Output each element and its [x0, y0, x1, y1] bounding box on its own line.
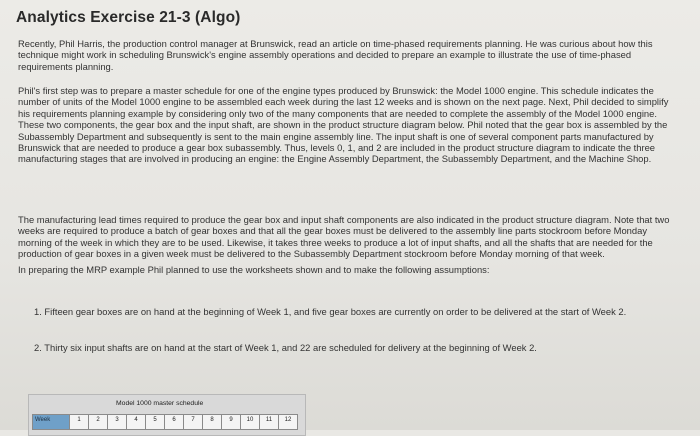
week-number-cell: 10 [240, 414, 260, 430]
week-number-cell: 6 [164, 414, 184, 430]
week-number-cell: 2 [88, 414, 108, 430]
paragraph-intro: Recently, Phil Harris, the production control manager at Brunswick, read an article on time-phased requirements planning. He was curious about how this technique might work in scheduling Brunswick's engine assembly operations and decided to prepare an example to illustrate the use of time-phased requirements planning. [18, 38, 653, 72]
week-number-cell: 9 [221, 414, 241, 430]
paragraph-master-schedule: Phil's first step was to prepare a master schedule for one of the engine types produced by Brunswick: the Model 1000 engine. This schedule indicates the number of units of the Model 1000 engine to be assembled each week during the last 12 weeks and is shown on the next page. Next, Phil decided to simplify his requirements planning example by considering only two of the many components that are needed to complete the assembly of the Model 1000 engine. These two components, the gear box and the input shaft, are shown in the product structure diagram below. Phil noted that the gear box is assembled by the Subassembly Department and subsequently is sent to the main engine assembly line. The input shaft is one of several component parts manufactured by Brunswick that are needed to produce a gear box subassembly. Thus, levels 0, 1, and 2 are included in the product structure diagram to indicate the three manufacturing stages that are involved in producing an engine: the Engine Assembly Department, the Subassembly Department, and the Machine Shop. [18, 85, 669, 165]
master-schedule-week-row [32, 414, 297, 430]
paragraph-lead-times: The manufacturing lead times required to produce the gear box and input shaft components are also indicated in the product structure diagram. Note that two weeks are required to produce a batch of gear boxes and that all the gear boxes must be delivered to the assembly line parts stockroom before Monday morning of the week in which they are to be used. Likewise, it takes three weeks to produce a lot of input shafts, and all the shafts that are needed for the production of gear boxes in a given week must be delivered to the Subassembly Department stockroom before Monday morning of that week. [18, 214, 670, 260]
week-number-cell: 7 [183, 414, 203, 430]
week-number-cell: 4 [126, 414, 146, 430]
week-number-cell: 12 [278, 414, 298, 430]
exercise-title: Analytics Exercise 21-3 (Algo) [16, 9, 241, 26]
paragraph-assumptions-intro: In preparing the MRP example Phil planned to use the worksheets shown and to make the following assumptions: [18, 264, 490, 275]
week-row-label: Week [32, 414, 70, 430]
week-number-cell: 1 [69, 414, 89, 430]
week-number-cell: 5 [145, 414, 165, 430]
week-number-cell: 3 [107, 414, 127, 430]
week-number-cell: 8 [202, 414, 222, 430]
master-schedule-caption: Model 1000 master schedule [116, 400, 204, 407]
week-number-cell: 11 [259, 414, 279, 430]
assumption-item-1: 1. Fifteen gear boxes are on hand at the beginning of Week 1, and five gear boxes are currently on order to be delivered at the start of Week 2. [34, 306, 627, 317]
assumption-item-2: 2. Thirty six input shafts are on hand at the start of Week 1, and 22 are scheduled for delivery at the beginning of Week 2. [34, 342, 537, 353]
